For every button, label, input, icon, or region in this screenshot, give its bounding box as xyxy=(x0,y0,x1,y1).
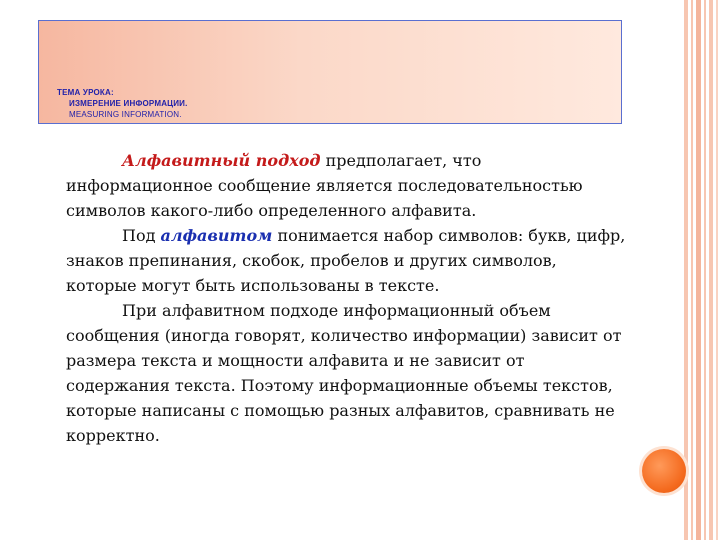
lesson-title-en: MEASURING INFORMATION. xyxy=(69,110,182,119)
paragraph-information-volume xyxy=(66,298,626,448)
lesson-title xyxy=(57,87,188,120)
paragraph-alphabet-definition xyxy=(66,223,626,298)
lesson-title-ru: ИЗМЕРЕНИЕ ИНФОРМАЦИИ. xyxy=(69,99,188,108)
term-alphabetic-approach: Алфавитный подход xyxy=(122,151,321,170)
paragraph-text: понимается набор символов: букв, цифр, знаков препинания, скобок, пробелов и других символов, которые могут быть использованы в тексте. xyxy=(66,226,626,295)
lesson-title-box xyxy=(38,20,622,124)
term-alphabet: алфавитом xyxy=(160,226,273,245)
paragraph-text: предполагает, что информационное сообщение является последовательностью символов какого-либо определенного алфавита. xyxy=(66,151,583,220)
slide-body xyxy=(66,148,626,448)
decorative-stripes xyxy=(684,0,720,540)
paragraph-text: При алфавитном подходе информационный объем сообщения (иногда говорят, количество информации) зависит от размера текста и мощности алфавита и не зависит от содержания текста. Поэтому информационные объемы текстов, которые написаны с помощью разных алфавитов, сравнивать не корректно. xyxy=(66,301,622,445)
paragraph-alphabetic-approach xyxy=(66,148,626,223)
lesson-title-label: ТЕМА УРОКА: xyxy=(57,88,114,97)
orange-circle-icon xyxy=(642,449,686,493)
paragraph-text-prefix: Под xyxy=(122,226,161,245)
